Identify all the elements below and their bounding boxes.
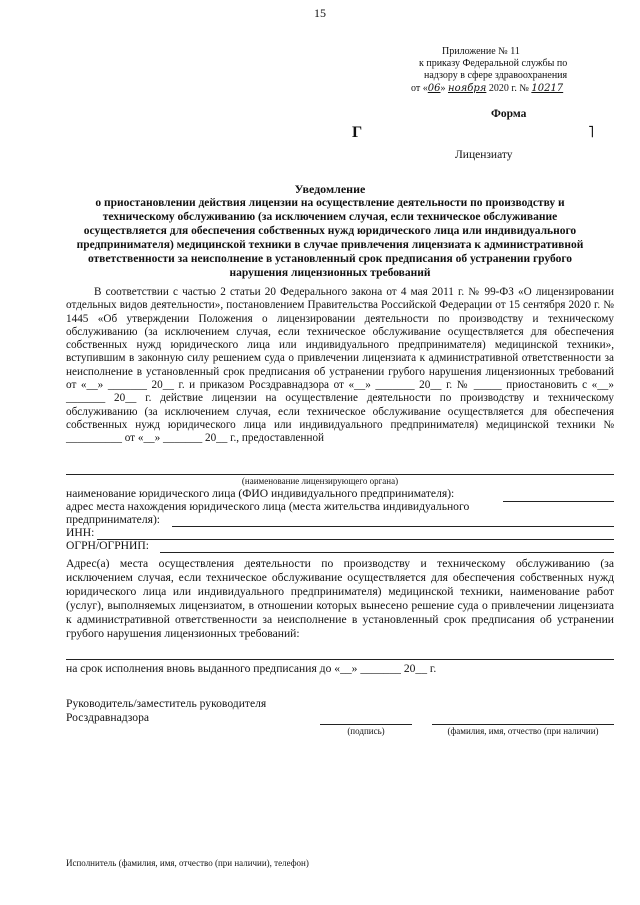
date-day: 06 [427, 83, 441, 94]
bracket-right: ˥ [588, 124, 595, 141]
signatory-line-2: Росздравнадзора [66, 711, 150, 724]
form-label: Форма [491, 108, 527, 120]
legal-name-label: наименование юридического лица (ФИО индивидуального предпринимателя): [66, 487, 455, 500]
org-caption: (наименование лицензирующего органа) [241, 476, 399, 486]
inn-label: ИНН: [66, 526, 95, 539]
ogrn-line [160, 552, 614, 553]
org-line [66, 474, 614, 475]
body-paragraph: В соответствии с частью 2 статьи 20 Федерального закона от 4 мая 2011 г. № 99-ФЗ «О лицензировании отдельных видов деятельности», постановлением Правительства Российской Федерации от 15 сентября 2020 г. № 1445 «Об утверждении Положения о лицензировании деятельности по производству и техническому обслуживанию (за исключением случая, если техническое обслуживание осуществляется для обеспечения собственных нужд юридического лица или индивидуального предпринимателя) медицинской техники», вступившим в законную силу решением суда о привлечении лицензиата к административной ответственности за неисполнение в установленный срок предписания об устранении грубого нарушения лицензионных требований от «__» _______ 20__ г. и приказом Росздравнадзора от «__» _______ 20__ г. № _____ приостановить с «__» _______ 20__ г. действие лицензии на осуществление деятельности по производству и техническому обслуживанию (за исключением случая, если техническое обслуживание осуществляется для обеспечения собственных нужд юридического лица или индивидуального предпринимателя) медицинской техники № __________ от «__» _______ 20__ г., предоставленной [66, 286, 614, 445]
signature-caption: (подпись) [347, 726, 385, 736]
address-label-2: предпринимателя): [66, 513, 161, 526]
addressee: Лицензиату [455, 149, 513, 161]
fullname-caption: (фамилия, имя, отчество (при наличии) [447, 726, 599, 736]
page-number: 15 [314, 6, 326, 20]
date-year: 2020 г. № [488, 83, 529, 94]
document-subtitle: о приостановлении действия лицензии на осуществление деятельности по производству и техническому обслуживанию (за исключением случая, если техническое обслуживание осуществляется для обеспечения собственных нужд юридического лица или индивидуального предпринимателя) медицинской техники в случае привлечения лицензиата к административной ответственности за неисполнение в установленный срок предписания об устранении грубого нарушения лицензионных требований [76, 197, 584, 279]
executor-caption: Исполнитель (фамилия, имя, отчество (при наличии), телефон) [66, 858, 309, 868]
date-prefix: от « [411, 83, 428, 94]
signature-line [320, 724, 412, 725]
bracket-left: Г [352, 124, 363, 141]
ogrn-label: ОГРН/ОГРНИП: [66, 539, 149, 552]
date-mid: » [440, 83, 446, 94]
appendix-line-3: надзору в сфере здравоохранения [424, 70, 568, 81]
appendix-date [411, 83, 563, 96]
inn-line [97, 539, 614, 540]
term-text: на срок исполнения вновь выданного предписания до «__» _______ 20__ г. [66, 662, 437, 675]
address-label-1: адрес места нахождения юридического лица (места жительства индивидуального [66, 500, 470, 513]
date-number: 10217 [531, 83, 564, 94]
appendix-line-2: к приказу Федеральной службы по [419, 58, 568, 69]
document-title: Уведомление [294, 182, 366, 196]
fullname-line [432, 724, 614, 725]
address-line [172, 526, 614, 527]
legal-name-line [503, 501, 614, 502]
date-month: ноября [447, 83, 487, 94]
signatory-line-1: Руководитель/заместитель руководителя [66, 697, 267, 710]
addresses-paragraph: Адрес(а) места осуществления деятельности по производству и техническому обслуживанию (за исключением случая, если техническое обслуживание осуществляется для обеспечения собственных нужд юридического лица или индивидуального предпринимателя) медицинской техники, наименование работ (услуг), выполняемых лицензиатом, в отношении которых вынесено решение суда о привлечении лицензиата к административной ответственности за неисполнение в установленный срок предписания об устранении грубого нарушения лицензионных требований: [66, 557, 614, 640]
appendix-line-1: Приложение № 11 [442, 46, 520, 57]
addresses-line [66, 659, 614, 660]
